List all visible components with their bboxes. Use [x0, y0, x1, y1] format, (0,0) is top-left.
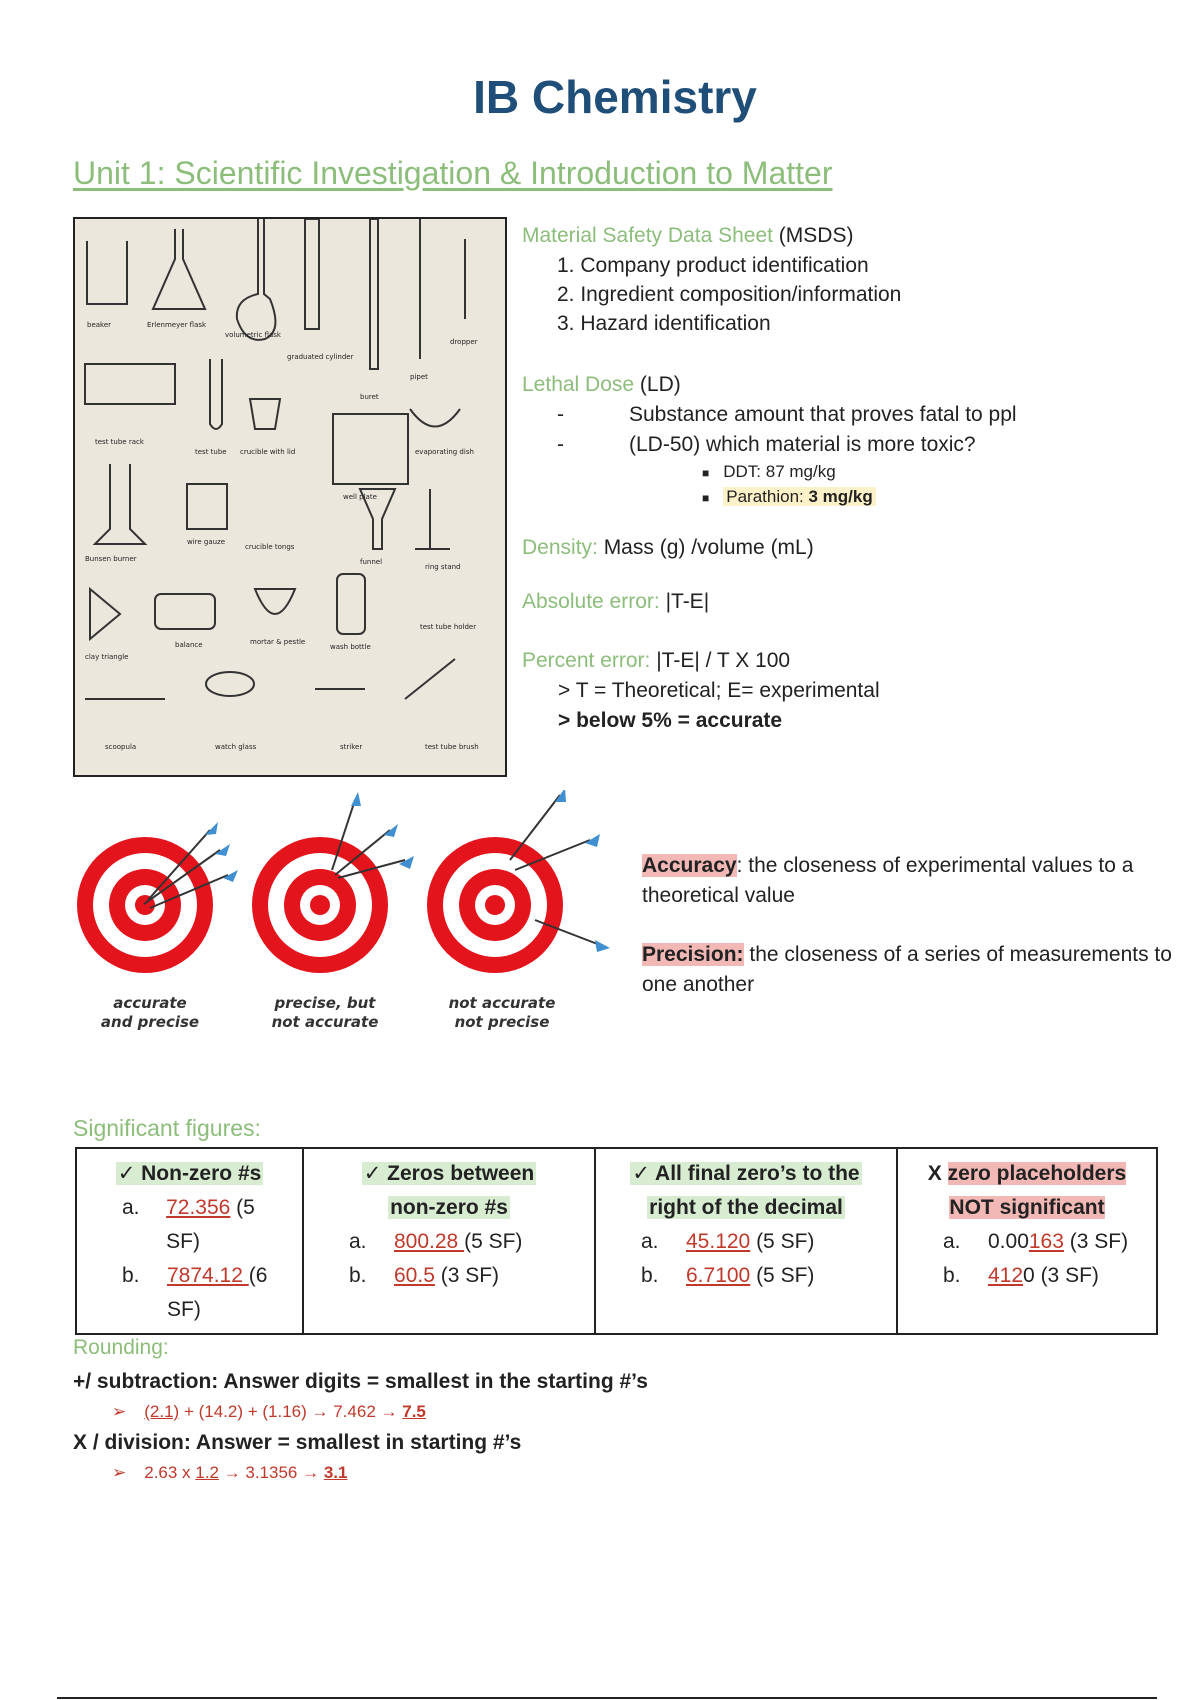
rounding-rule-multiply: X / division: Answer = smallest in starting #’s [73, 1431, 522, 1454]
rounding-example-add: ➢ (2.1) + (14.2) + (1.16) → 7.462 → 7.5 [112, 1402, 426, 1421]
pct-error-accurate: > below 5% = accurate [558, 709, 783, 732]
label-test-tube-rack: test tube rack [95, 438, 144, 446]
label-striker: striker [340, 743, 363, 751]
label-wire-gauze: wire gauze [187, 538, 226, 546]
beaker-icon [87, 241, 127, 304]
rounding-rule-add: +/ subtraction: Answer digits = smallest in the starting #’s [73, 1370, 648, 1393]
label-well-plate: well plate [343, 493, 377, 501]
label-mortar-pestle: mortar & pestle [250, 638, 306, 646]
ld-bullet: (LD-50) which material is more toxic? [629, 433, 976, 456]
precision-definition: Precision: the closeness of a series of measurements to one another [642, 943, 1172, 996]
label-watch-glass: watch glass [215, 743, 257, 751]
msds-heading: Material Safety Data Sheet [522, 224, 773, 247]
balance-icon [155, 594, 215, 629]
ld-parathion: Parathion: [726, 487, 809, 506]
target-accurate-precise [77, 822, 238, 973]
target-precise-not-accurate [252, 792, 414, 973]
evaporating-dish-icon [410, 409, 460, 427]
precision-term: Precision: [642, 943, 744, 966]
label-dropper: dropper [450, 338, 478, 346]
graduated-cylinder-icon [305, 219, 319, 329]
accuracy-term: Accuracy [642, 854, 737, 877]
sig-figs-table [75, 1147, 1158, 1335]
pct-error-note: > T = Theoretical; E= experimental [558, 679, 880, 702]
label-scoopula: scoopula [105, 743, 137, 751]
sig-figs-col-final-zeros: ✓ All final zero’s to the right of the decimal a. 45.120 (5 SF) b. 6.7100 (5 SF) [595, 1148, 897, 1334]
targets-drawing [70, 790, 630, 1050]
msds-abbr: (MSDS) [772, 224, 854, 247]
ld-bullet: Substance amount that proves fatal to ppl [629, 403, 1017, 426]
label-buret: buret [360, 393, 379, 401]
volumetric-flask-icon [237, 219, 276, 340]
label-funnel: funnel [360, 558, 383, 566]
label-volumetric-flask: volumetric flask [225, 331, 281, 339]
clay-triangle-icon [90, 589, 120, 639]
label-test-tube: test tube [195, 448, 227, 456]
label-test-tube-holder: test tube holder [420, 623, 477, 631]
target-label: precise, but [274, 994, 376, 1012]
msds-item: 1. Company product identification [557, 254, 869, 277]
footer-divider [57, 1697, 1157, 1699]
well-plate-icon [333, 414, 408, 484]
unit-title: Unit 1: Scientific Investigation & Introduction to Matter [73, 155, 833, 191]
absolute-error-line: Absolute error: |T-E| [522, 590, 710, 613]
wash-bottle-icon [337, 574, 365, 634]
msds-item: 2. Ingredient composition/information [557, 283, 902, 306]
erlenmeyer-icon [153, 229, 205, 309]
percent-error-section: Percent error: |T-E| / T X 100 > T = Theoretical; E= experimental > below 5% = accurate [522, 646, 880, 736]
label-bunsen-burner: Bunsen burner [85, 555, 137, 563]
bunsen-burner-icon [95, 464, 145, 544]
sig-figs-col-placeholders: X zero placeholders NOT significant a. 0.00163 (3 SF) b. 4120 (3 SF) [897, 1148, 1157, 1334]
target-label: not precise [454, 1013, 550, 1031]
target-not-accurate-not-precise [427, 790, 610, 973]
label-graduated-cylinder: graduated cylinder [287, 353, 354, 361]
target-label: not accurate [448, 994, 556, 1012]
rounding-heading: Rounding: [73, 1336, 169, 1359]
label-erlenmeyer: Erlenmeyer flask [147, 321, 207, 329]
test-tube-brush-icon [405, 659, 455, 699]
density-line: Density: Mass (g) /volume (mL) [522, 536, 814, 559]
ld-parathion-value: 3 mg/kg [808, 487, 873, 506]
lab-equipment-drawing [75, 219, 505, 775]
page-title: IB Chemistry [473, 71, 757, 123]
ld-abbr: (LD) [634, 373, 681, 396]
test-tube-rack-icon [85, 364, 175, 404]
lab-equipment-illustration [73, 217, 507, 777]
label-crucible: crucible with lid [240, 448, 296, 456]
label-balance: balance [175, 641, 203, 649]
label-clay-triangle: clay triangle [85, 653, 129, 661]
target-label: not accurate [271, 1013, 379, 1031]
targets-illustration [70, 790, 630, 1050]
sig-figs-col-nonzero: ✓ Non-zero #s a. 72.356 (5 SF) b. 7874.12 (6 SF) [76, 1148, 303, 1334]
sig-figs-col-zeros-between: ✓ Zeros between non-zero #s a. 800.28 (5 SF) b. 60.5 (3 SF) [303, 1148, 595, 1334]
label-pipet: pipet [410, 373, 428, 381]
label-test-tube-brush: test tube brush [425, 743, 479, 751]
target-label: and precise [100, 1013, 200, 1031]
crucible-icon [250, 399, 280, 429]
label-ring-stand: ring stand [425, 563, 461, 571]
wire-gauze-icon [187, 484, 227, 529]
mortar-pestle-icon [255, 589, 295, 614]
rounding-example-multiply: ➢ 2.63 x 1.2 → 3.1356 → 3.1 [112, 1463, 348, 1482]
label-evaporating-dish: evaporating dish [415, 448, 474, 456]
test-tube-icon [210, 359, 222, 429]
accuracy-definition: Accuracy: the closeness of experimental values to a theoretical value [642, 854, 1134, 907]
label-crucible-tongs: crucible tongs [245, 543, 295, 551]
msds-item: 3. Hazard identification [557, 312, 771, 335]
watch-glass-icon [206, 672, 254, 696]
ring-stand-icon [415, 489, 450, 549]
buret-icon [370, 219, 378, 369]
label-beaker: beaker [87, 321, 112, 329]
target-label: accurate [113, 994, 187, 1012]
ld-ddt: DDT: 87 mg/kg [723, 462, 836, 481]
sig-figs-heading: Significant figures: [73, 1115, 261, 1141]
ld-heading: Lethal Dose [522, 373, 635, 396]
lethal-dose-section: Lethal Dose (LD) - Substance amount that proves fatal to ppl - (LD-50) which material is more toxic? ■ DDT: 87 mg/kg ■ Parathion: 3 mg/kg [522, 373, 1017, 506]
label-wash-bottle: wash bottle [330, 643, 371, 651]
msds-section [522, 221, 901, 338]
